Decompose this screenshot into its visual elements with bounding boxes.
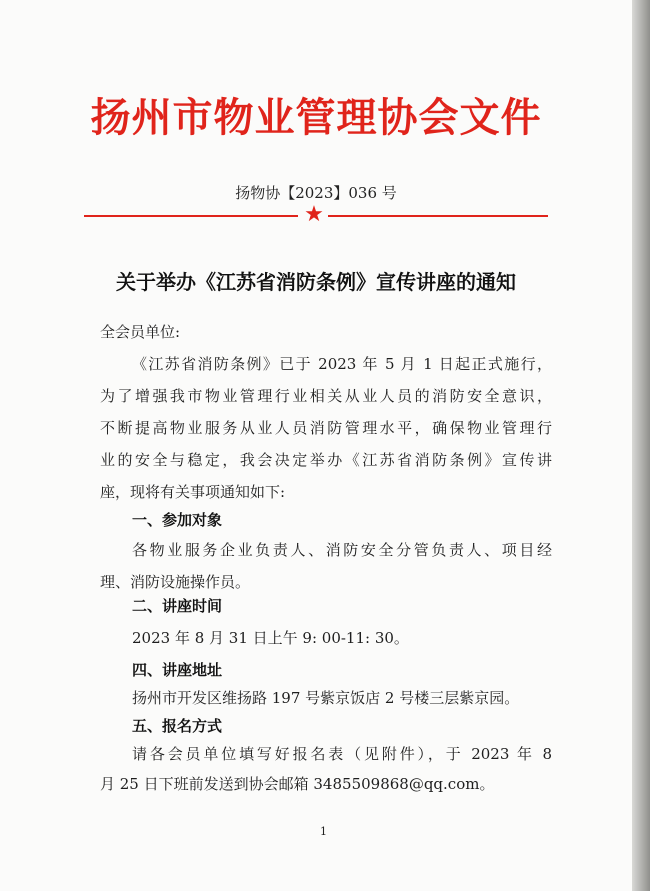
section-heading: 四、讲座地址 <box>132 661 223 679</box>
section-heading: 一、参加对象 <box>132 511 223 529</box>
document-number: 扬物协【2023】036 号 <box>235 184 397 202</box>
section-line: 理、消防设施操作员。 <box>100 573 251 591</box>
section-line: 2023 年 8 月 31 日上午 9: 00-11: 30。 <box>132 629 409 647</box>
section-line: 扬州市开发区维扬路 197 号紫京饭店 2 号楼三层紫京园。 <box>132 689 520 707</box>
section-line: 月 25 日下班前发送到协会邮箱 3485509868@qq.com。 <box>100 775 495 793</box>
intro-line: 为了增强我市物业管理行业相关从业人员的消防安全意识， <box>100 387 552 405</box>
red-divider-left <box>84 215 298 217</box>
intro-line: 《江苏省消防条例》已于 2023 年 5 月 1 日起正式施行， <box>132 355 552 373</box>
section-heading: 五、报名方式 <box>132 717 223 735</box>
org-header-title: 扬州市物业管理协会文件 <box>90 94 542 141</box>
intro-line: 不断提高物业服务从业人员消防管理水平，确保物业管理行 <box>100 419 552 437</box>
section-heading: 二、讲座时间 <box>132 597 223 615</box>
red-divider-right <box>328 215 548 217</box>
intro-line: 座，现将有关事项通知如下: <box>100 483 286 501</box>
scan-edge-shadow <box>632 0 650 891</box>
star-icon: ★ <box>304 202 324 227</box>
salutation: 全会员单位: <box>100 323 181 341</box>
section-line: 各物业服务企业负责人、消防安全分管负责人、项目经 <box>132 541 552 559</box>
intro-line: 业的安全与稳定，我会决定举办《江苏省消防条例》宣传讲 <box>100 451 552 469</box>
notice-title: 关于举办《江苏省消防条例》宣传讲座的通知 <box>116 270 516 294</box>
section-line: 请各会员单位填写好报名表（见附件），于 2023 年 8 <box>132 745 552 763</box>
page-number: 1 <box>320 825 327 838</box>
